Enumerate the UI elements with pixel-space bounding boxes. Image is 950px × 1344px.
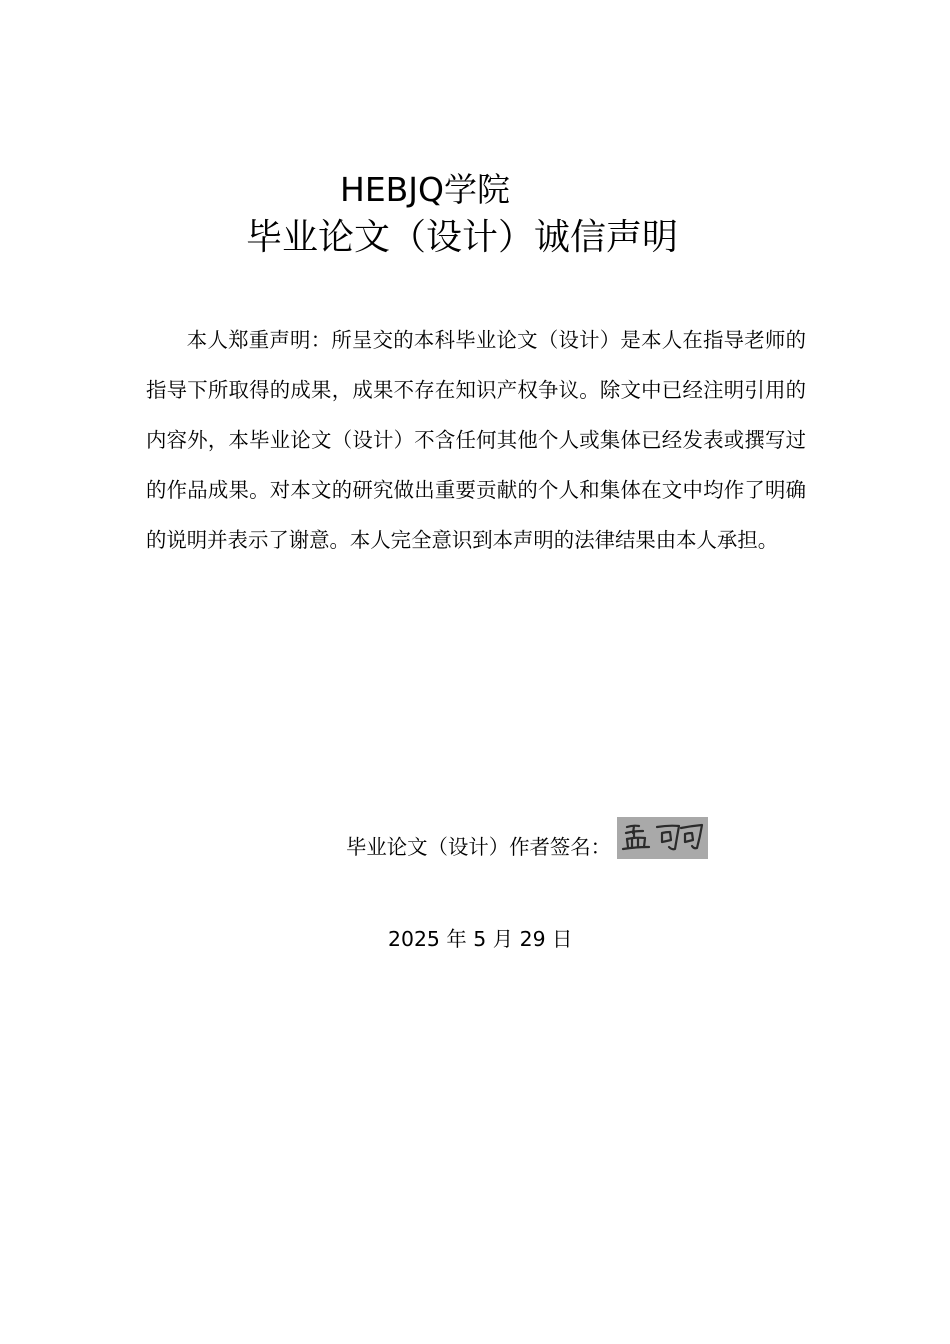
- date-month: 5: [473, 927, 487, 951]
- date-year: 2025: [388, 927, 440, 951]
- date-day: 29: [519, 927, 546, 951]
- date-month-unit: 月: [492, 927, 514, 951]
- date-year-unit: 年: [446, 927, 467, 951]
- declaration-body: 本人郑重声明：所呈交的本科毕业论文（设计）是本人在指导老师的指导下所取得的成果，成果不存在知识产权争议。除文中已经注明引用的内容外，本毕业论文（设计）不含任何其他个人或集体已经发表或撰写过的作品成果。对本文的研究做出重要贡献的个人和集体在文中均作了明确的说明并表示了谢意。本人完全意识到本声明的法律结果由本人承担。: [146, 328, 806, 552]
- signature-label: 毕业论文（设计）作者签名：: [346, 835, 612, 859]
- document-title: 毕业论文（设计）诚信声明: [246, 217, 679, 258]
- signature-row: [346, 812, 708, 864]
- institution-name: HEBJQ学院: [340, 170, 511, 209]
- date-day-unit: 日: [552, 927, 573, 951]
- signing-date: [388, 924, 572, 954]
- handwritten-signature-image: [617, 817, 708, 859]
- signature-strokes: [617, 817, 708, 859]
